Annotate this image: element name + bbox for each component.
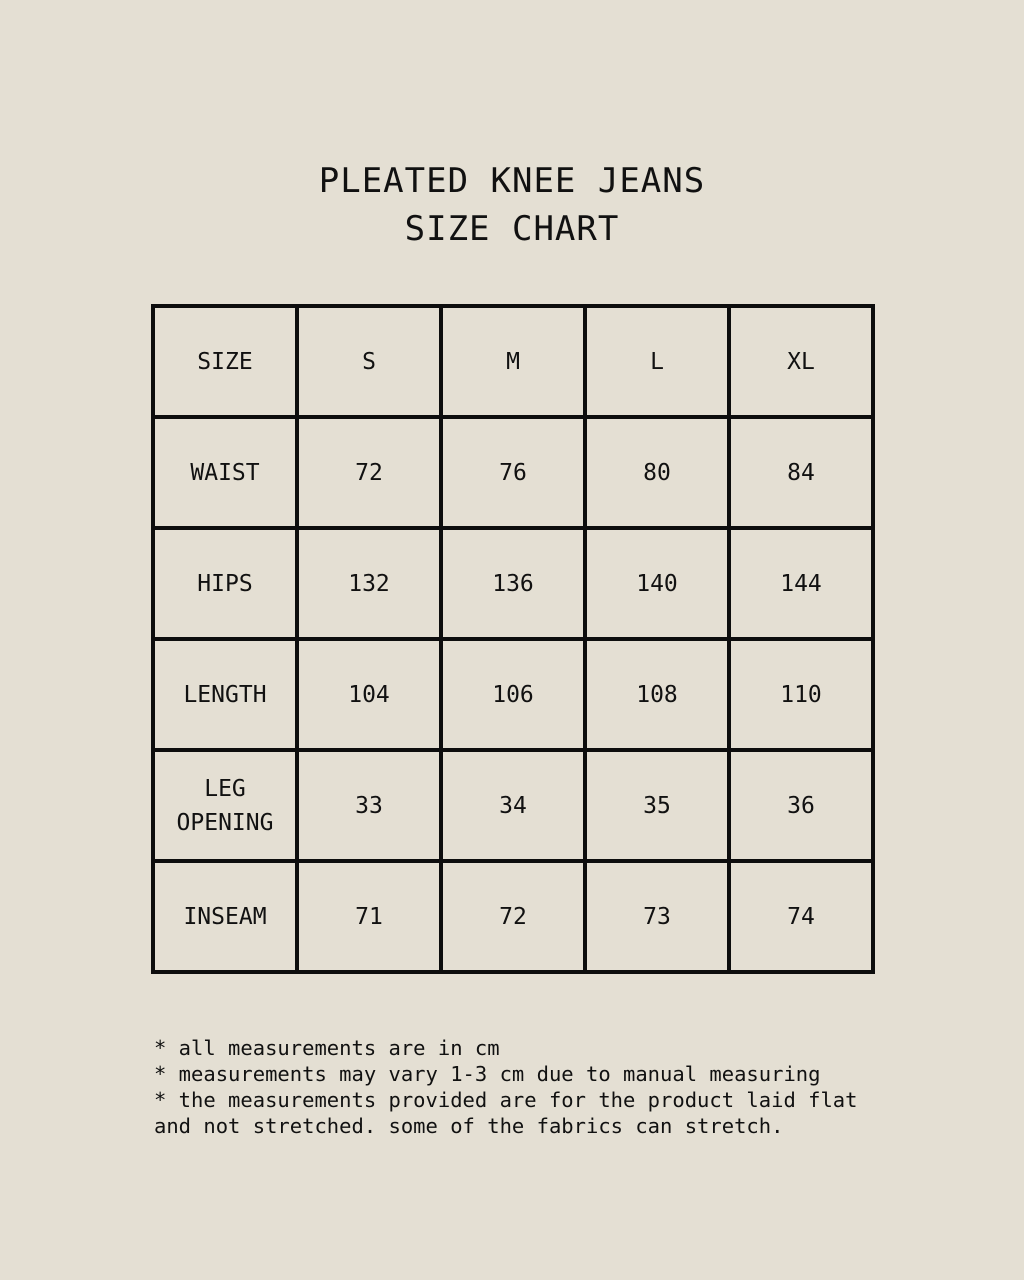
table-cell: 36 <box>729 750 873 861</box>
title-line-2: SIZE CHART <box>404 209 620 249</box>
table-cell: 76 <box>441 417 585 528</box>
footnotes <box>154 1035 858 1139</box>
table-cell: 144 <box>729 528 873 639</box>
table-header-row <box>153 306 873 417</box>
title-line-1: PLEATED KNEE JEANS <box>318 161 706 201</box>
table-cell: 132 <box>297 528 441 639</box>
table-row-leg-opening <box>153 750 873 861</box>
footnote-line: * measurements may vary 1-3 cm due to manual measuring <box>154 1062 821 1086</box>
row-label: INSEAM <box>153 861 297 972</box>
table-row-hips <box>153 528 873 639</box>
table-cell: 140 <box>585 528 729 639</box>
table-cell: 73 <box>585 861 729 972</box>
header-cell-s: S <box>297 306 441 417</box>
table-cell: 136 <box>441 528 585 639</box>
table-row-inseam <box>153 861 873 972</box>
size-chart-table <box>151 304 875 974</box>
table-cell: 72 <box>441 861 585 972</box>
row-label: LENGTH <box>153 639 297 750</box>
footnote-line: * the measurements provided are for the product laid flat <box>154 1088 858 1112</box>
footnote-line: and not stretched. some of the fabrics can stretch. <box>154 1114 784 1138</box>
table-cell: 33 <box>297 750 441 861</box>
row-label: HIPS <box>153 528 297 639</box>
table-cell: 80 <box>585 417 729 528</box>
table-cell: 84 <box>729 417 873 528</box>
table-cell: 35 <box>585 750 729 861</box>
header-cell-m: M <box>441 306 585 417</box>
header-cell-size: SIZE <box>153 306 297 417</box>
table-cell: 72 <box>297 417 441 528</box>
header-cell-l: L <box>585 306 729 417</box>
page-title <box>0 157 1024 253</box>
row-label: WAIST <box>153 417 297 528</box>
table-cell: 110 <box>729 639 873 750</box>
table-cell: 34 <box>441 750 585 861</box>
table-row-length <box>153 639 873 750</box>
table-row-waist <box>153 417 873 528</box>
table-cell: 71 <box>297 861 441 972</box>
table-cell: 74 <box>729 861 873 972</box>
footnote-line: * all measurements are in cm <box>154 1036 500 1060</box>
table-cell: 108 <box>585 639 729 750</box>
table-cell: 106 <box>441 639 585 750</box>
table-cell: 104 <box>297 639 441 750</box>
row-label: LEG OPENING <box>153 750 297 861</box>
header-cell-xl: XL <box>729 306 873 417</box>
